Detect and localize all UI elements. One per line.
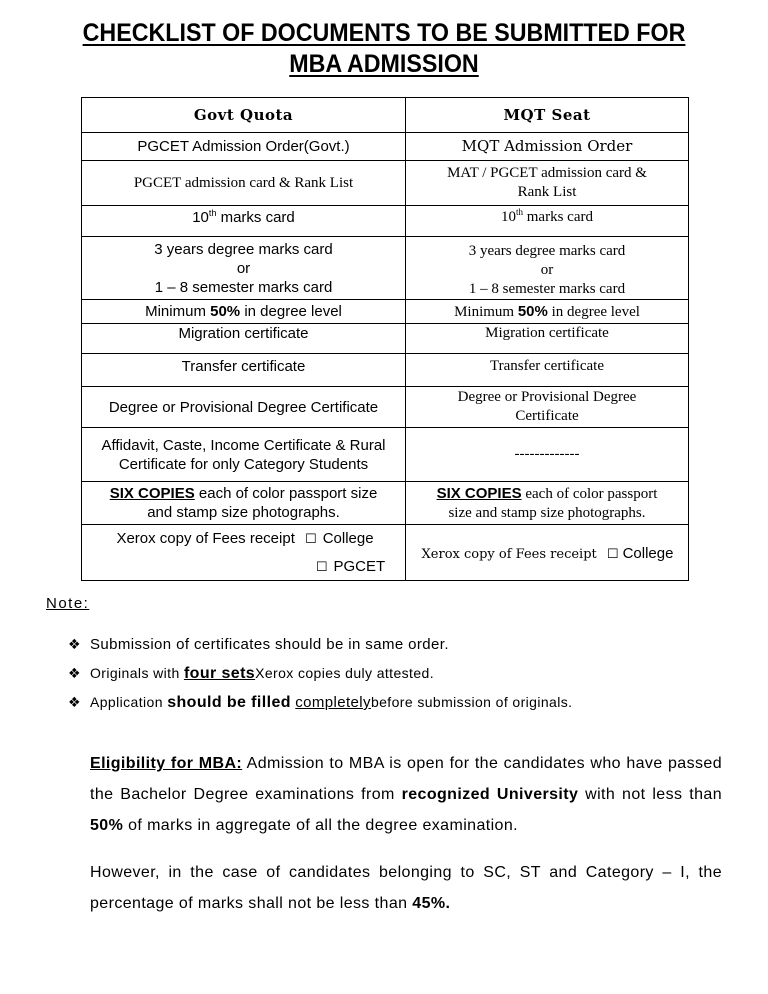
eligibility-text: of marks in aggregate of all the degree examination.	[123, 817, 518, 834]
govt-photographs-line-1: each of color passport size	[194, 485, 378, 502]
govt-fees-receipt-label: Xerox copy of Fees receipt	[116, 529, 295, 547]
header-govt-quota: Govt Quota	[82, 98, 406, 133]
table-row	[82, 428, 689, 482]
pgcet-checkbox-icon[interactable]: ☐	[315, 559, 328, 575]
govt-minimum-percentage	[82, 300, 406, 324]
mqt-minimum-label: Minimum	[454, 303, 518, 320]
title-line-2: MBA ADMISSION	[289, 50, 479, 78]
eligibility-paragraph	[90, 748, 722, 841]
fifty-percent-emphasis: 50%	[90, 817, 124, 834]
govt-fees-receipt	[82, 525, 406, 581]
mqt-minimum-percentage	[406, 300, 689, 324]
table-row	[82, 525, 689, 581]
mqt-10th-number: 10	[501, 209, 516, 225]
mqt-transfer-certificate: Transfer certificate	[406, 354, 689, 387]
table-row	[82, 206, 689, 237]
list-item	[68, 636, 572, 665]
note-heading: Note:	[46, 595, 90, 612]
title-line-1: CHECKLIST OF DOCUMENTS TO BE SUBMITTED FOR	[82, 19, 686, 47]
table-row	[82, 354, 689, 387]
diamond-bullet-icon: ❖	[68, 695, 81, 711]
pgcet-option-label: PGCET	[333, 557, 386, 575]
table-row	[82, 324, 689, 354]
mqt-admission-card	[406, 161, 689, 206]
mqt-six-copies: SIX COPIES	[436, 485, 522, 502]
recognized-university-emphasis: recognized University	[401, 786, 579, 803]
category-text: However, in the case of candidates belonging to SC, ST and Category – I, the percentage of marks shall not be less than	[90, 864, 722, 912]
govt-minimum-label: Minimum	[145, 303, 211, 320]
four-sets-emphasis: four sets	[183, 665, 256, 682]
diamond-bullet-icon: ❖	[68, 637, 81, 653]
mqt-fees-receipt-label: Xerox copy of Fees receipt	[421, 546, 597, 562]
govt-10th-suffix: th	[208, 208, 217, 218]
table-row	[82, 161, 689, 206]
eligibility-text: with not less than	[578, 786, 722, 803]
document-title	[64, 18, 704, 80]
eligibility-text: Admission to MBA is open for the candidates who have passed the Bachelor Degree examinations from	[90, 755, 722, 803]
mqt-photographs-line-1: each of color passport	[521, 486, 658, 502]
govt-admission-order: PGCET Admission Order(Govt.)	[82, 133, 406, 161]
header-mqt-seat: MQT Seat	[406, 98, 689, 133]
mqt-degree-marks-line-3: 1 – 8 semester marks card	[468, 281, 626, 297]
govt-transfer-certificate: Transfer certificate	[82, 354, 406, 387]
govt-degree-marks-or: or	[236, 260, 251, 277]
list-item	[68, 665, 572, 694]
completely-emphasis: completely	[295, 694, 371, 711]
mqt-10th-text: marks card	[523, 209, 593, 225]
mqt-degree-marks-or: or	[540, 262, 554, 278]
checklist-table	[81, 97, 689, 581]
govt-10th-text: marks card	[216, 209, 295, 226]
mqt-college-checkbox-icon[interactable]: ☐	[606, 546, 619, 562]
govt-affidavit-line-1: Affidavit, Caste, Income Certificate & Rural	[101, 436, 386, 454]
note-item-text: Submission of certificates should be in same order.	[90, 636, 449, 653]
mqt-migration-certificate: Migration certificate	[406, 324, 689, 354]
mqt-admission-order: MQT Admission Order	[406, 133, 689, 161]
mqt-minimum-suffix: in degree level	[547, 303, 640, 320]
govt-admission-card: PGCET admission card & Rank List	[82, 161, 406, 206]
category-paragraph	[90, 857, 722, 919]
mqt-photographs	[406, 482, 689, 525]
mqt-10th-suffix: th	[516, 207, 524, 217]
note-item-text: before submission of originals.	[370, 694, 573, 710]
mqt-degree-marks-line-1: 3 years degree marks card	[468, 243, 626, 259]
note-item-text: Originals with	[90, 665, 180, 681]
mqt-10th-marks-card	[406, 206, 689, 237]
forty-five-percent-emphasis: 45%.	[412, 895, 451, 912]
eligibility-label: Eligibility for MBA:	[90, 755, 243, 772]
should-be-filled-emphasis: should be filled	[167, 694, 291, 711]
note-item-text: Xerox copies duly attested.	[255, 665, 435, 681]
mqt-admission-card-line-1: MAT / PGCET admission card &	[447, 165, 647, 181]
college-option-label: College	[322, 529, 374, 547]
govt-degree-certificate: Degree or Provisional Degree Certificate	[82, 387, 406, 428]
govt-minimum-value: 50%	[210, 303, 241, 320]
govt-affidavit-certificates	[82, 428, 406, 482]
table-row	[82, 133, 689, 161]
mqt-degree-certificate	[406, 387, 689, 428]
mqt-degree-certificate-line-2: Certificate	[515, 408, 579, 424]
table-header-row	[82, 98, 689, 133]
mqt-admission-card-line-2: Rank List	[517, 184, 577, 200]
govt-photographs	[82, 482, 406, 525]
govt-migration-certificate: Migration certificate	[82, 324, 406, 354]
mqt-photographs-line-2: size and stamp size photographs.	[448, 505, 646, 521]
govt-degree-marks-line-1: 3 years degree marks card	[154, 241, 333, 258]
govt-photographs-line-2: and stamp size photographs.	[147, 504, 340, 521]
list-item	[68, 694, 572, 723]
govt-degree-marks-line-3: 1 – 8 semester marks card	[154, 279, 333, 296]
table-row	[82, 482, 689, 525]
govt-minimum-suffix: in degree level	[240, 303, 342, 320]
table-row	[82, 300, 689, 324]
mqt-minimum-value: 50%	[517, 302, 548, 320]
table-row	[82, 387, 689, 428]
govt-10th-number: 10	[192, 209, 209, 226]
govt-six-copies: SIX COPIES	[109, 485, 195, 502]
mqt-fees-receipt	[406, 525, 689, 581]
college-checkbox-icon[interactable]: ☐	[305, 531, 317, 547]
table-row	[82, 237, 689, 300]
note-item-text: Application	[90, 694, 163, 710]
mqt-degree-marks-card	[406, 237, 689, 300]
pgcet-option	[89, 557, 401, 577]
mqt-affidavit-placeholder: -------------	[406, 428, 689, 482]
govt-degree-marks-card	[82, 237, 406, 300]
mqt-degree-certificate-line-1: Degree or Provisional Degree	[457, 389, 637, 405]
govt-10th-marks-card	[82, 206, 406, 237]
mqt-college-option-label: College	[622, 544, 674, 562]
govt-affidavit-line-2: Certificate for only Category Students	[118, 455, 369, 473]
diamond-bullet-icon: ❖	[68, 666, 81, 682]
note-list	[68, 636, 572, 723]
